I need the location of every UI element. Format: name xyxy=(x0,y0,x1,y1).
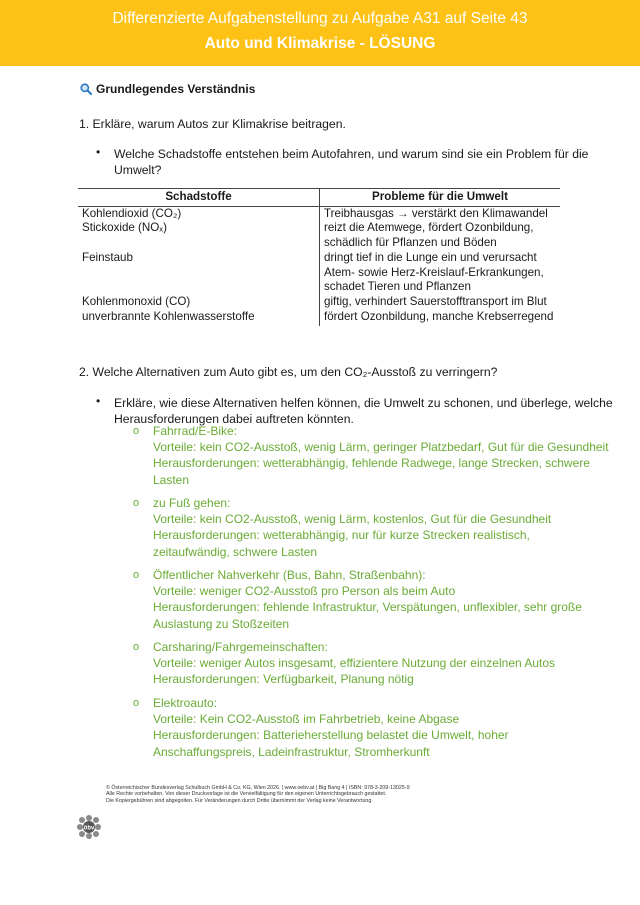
circle-bullet: o xyxy=(133,425,140,437)
alternative-title: Fahrrad/E-Bike: xyxy=(153,424,238,438)
question-1-bullet-line1: Welche Schadstoffe entstehen beim Autofahren, und warum sind sie ein Problem für die xyxy=(114,147,589,161)
table-cell: Atem- sowie Herz-Kreislauf-Erkrankungen, xyxy=(324,265,544,279)
footer-line: Alle Rechte vorbehalten. Von dieser Druckvorlage ist die Vervielfältigung für den eigenen Unterrichtsgebrauch gestattet. xyxy=(106,791,387,798)
footer-line: Die Kopiergebühren sind abgegolten. Für Veränderungen durch Dritte übernimmt der Verlag keine Verantwortung. xyxy=(106,797,373,804)
table-cell: Feinstaub xyxy=(78,251,320,266)
alternative-title: Carsharing/Fahrgemeinschaften: xyxy=(153,640,328,654)
table-cell: unverbrannte Kohlenwasserstoffe xyxy=(78,310,320,327)
copyright-footer xyxy=(106,785,410,804)
circle-bullet: o xyxy=(133,697,140,709)
table-row xyxy=(78,206,560,221)
table-cell xyxy=(78,236,320,251)
alternative-title: Elektroauto: xyxy=(153,696,218,710)
circle-bullet: o xyxy=(133,641,140,653)
alternative-line: Herausforderungen: Verfügbarkeit, Planung nötig xyxy=(153,672,414,687)
table-cell: fördert Ozonbildung, manche Krebserregend xyxy=(324,309,554,323)
question-2: 2. Welche Alternativen zum Auto gibt es, um den CO₂-Ausstoß zu verringern? xyxy=(79,365,498,379)
table-cell: giftig, verhindert Sauerstofftransport im Blut xyxy=(324,294,547,308)
table-row xyxy=(78,295,560,310)
table-header-problems: Probleme für die Umwelt xyxy=(320,189,561,207)
oebv-logo-icon xyxy=(76,814,102,840)
page-subtitle: Auto und Klimakrise - LÖSUNG xyxy=(204,35,436,52)
alternative-line: Vorteile: weniger CO2-Ausstoß pro Person als beim Auto xyxy=(153,584,456,599)
table-cell: Treibhausgas → verstärkt den Klimawandel xyxy=(324,206,548,220)
table-row xyxy=(78,221,560,236)
magnifier-icon xyxy=(80,83,92,95)
table-cell xyxy=(78,266,320,281)
alternative-line: Vorteile: kein CO2-Ausstoß, wenig Lärm, geringer Platzbedarf, Gut für die Gesundheit xyxy=(153,440,609,455)
alternative-item xyxy=(153,695,509,760)
alternative-line: Lasten xyxy=(153,472,190,487)
table-row xyxy=(78,236,560,251)
question-2-bullet-line1: Erkläre, wie diese Alternativen helfen können, die Umwelt zu schonen, und überlege, welche xyxy=(114,396,613,410)
bullet-dot: • xyxy=(96,145,101,159)
table-row xyxy=(78,280,560,295)
alternative-line: zeitaufwändig, schwere Lasten xyxy=(153,544,318,559)
circle-bullet: o xyxy=(133,497,140,509)
alternative-item xyxy=(153,423,609,488)
alternative-item xyxy=(153,639,555,688)
table-row xyxy=(78,251,560,266)
alternative-title: Öffentlicher Nahverkehr (Bus, Bahn, Straßenbahn): xyxy=(153,568,426,582)
alternative-title: zu Fuß gehen: xyxy=(153,496,231,510)
pollutant-table xyxy=(78,188,560,326)
table-cell: Kohlenmonoxid (CO) xyxy=(78,295,320,310)
table-cell xyxy=(78,280,320,295)
circle-bullet: o xyxy=(133,569,140,581)
alternative-line: Anschaffungspreis, Ladeinfrastruktur, Stromherkunft xyxy=(153,744,430,759)
footer-line: © Österreichischer Bundesverlag Schulbuch GmbH & Co. KG, Wien 2026. | www.oebv.at | Big Bang 4 | ISBN: 978-3-209-13025-9 xyxy=(106,785,410,791)
table-cell: schädlich für Pflanzen und Böden xyxy=(324,236,497,250)
alternative-line: Vorteile: Kein CO2-Ausstoß im Fahrbetrieb, keine Abgase xyxy=(153,712,460,727)
alternative-line: Vorteile: weniger Autos insgesamt, effizientere Nutzung der einzelnen Autos xyxy=(153,656,556,671)
table-header-row xyxy=(78,189,560,207)
alternative-line: Vorteile: kein CO2-Ausstoß, wenig Lärm, kostenlos, Gut für die Gesundheit xyxy=(153,512,552,527)
table-cell: reizt die Atemwege, fördert Ozonbildung, xyxy=(324,221,534,235)
alternative-item xyxy=(153,567,582,632)
table-cell: Kohlendioxid (CO₂) xyxy=(78,206,320,221)
table-row xyxy=(78,266,560,281)
question-1: 1. Erkläre, warum Autos zur Klimakrise beitragen. xyxy=(79,117,346,131)
alternative-line: Auslastung zu Stoßzeiten xyxy=(153,616,290,631)
alternative-line: Herausforderungen: wetterabhängig, fehlende Radwege, lange Strecken, schwere xyxy=(153,456,590,471)
question-2-bullet-line2: Herausforderungen dabei auftreten könnten. xyxy=(114,412,354,426)
section-title: Grundlegendes Verständnis xyxy=(96,82,256,96)
section-heading xyxy=(80,82,255,96)
alternative-line: Herausforderungen: wetterabhängig, nur für kurze Strecken realistisch, xyxy=(153,528,530,543)
logo-text: öbv xyxy=(83,825,95,832)
bullet-dot: • xyxy=(96,394,101,408)
alternative-line: Herausforderungen: Batterieherstellung belastet die Umwelt, hoher xyxy=(153,728,509,743)
table-cell: schadet Tieren und Pflanzen xyxy=(324,280,471,294)
table-header-pollutants: Schadstoffe xyxy=(78,189,320,207)
header-banner xyxy=(0,0,640,66)
alternative-line: Herausforderungen: fehlende Infrastruktur, Verspätungen, unflexibler, sehr große xyxy=(153,600,582,615)
page-title: Differenzierte Aufgabenstellung zu Aufgabe A31 auf Seite 43 xyxy=(112,10,528,27)
table-cell: dringt tief in die Lunge ein und verursacht xyxy=(324,250,537,264)
alternative-item xyxy=(153,495,551,560)
table-cell: Stickoxide (NOₓ) xyxy=(78,221,320,236)
question-1-bullet-line2: Umwelt? xyxy=(114,163,162,177)
table-row xyxy=(78,310,560,327)
